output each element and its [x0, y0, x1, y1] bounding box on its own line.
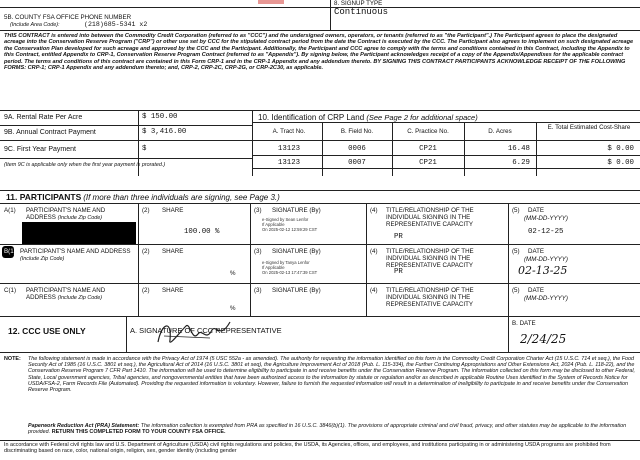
date-header: DATE	[528, 248, 545, 255]
pra-text: The information collection is exempted from PRA as specified in 16 U.S.C. 3846(b)(1). The provisions of appropriate criminal and civil fraud, privacy, and other statutes may be applicable to the information provided.	[28, 423, 627, 436]
row9b-rule	[0, 140, 252, 141]
rental-rate-label: 9A. Rental Rate Per Acre	[4, 114, 83, 121]
name-header	[26, 287, 136, 301]
field-no: 0006	[348, 145, 366, 153]
signature-header: SIGNATURE (By)	[272, 207, 321, 214]
field-no: 0007	[348, 159, 366, 167]
acres: 6.29	[512, 159, 530, 167]
contract-paragraph: THIS CONTRACT is entered into between the Commodity Credit Corporation (referred to as "CCC") and the undersigned owners, operators, or tenants (referred to as "the Participant".) The Participant agrees to place the designated acreage into the Conservation Reserve Program ("CRP") or other use set by CCC for the stipulated contract period from the date the Contract is executed by the CCC. The Participant also agrees to implement on such designated acreage the Conservation Plan developed for such acreage and approved by the CCC and the Participant. Additionally, the Participant and CCC agree to comply with the terms and conditions contained in this Contract, including the Appendix to this Contract, entitled Appendix to CRP-1, Conservation Reserve Program Contract (referred to as "Appendix"). By signing below, the Participant acknowledges receipt of a copy of the Appendix/Appendixes for the applicable contract period. The terms and conditions of this contract are contained in this Form CRP-1 and in the CRP-1 Appendix and any addendum thereto. BY SIGNING THIS CONTRACT PARTICIPANTS ACKNOWLEDGE RECEIPT OF THE FOLLOWING FORMS: CRP-1; CRP-1 Appendix and any addendum thereto; and, CRP-2, CRP-2C, CRP-2G, or CRP-2C30, as applicable.	[4, 33, 634, 72]
land-title-note: (See Page 2 for additional space)	[366, 113, 478, 122]
land-header-field: B. Field No.	[340, 128, 374, 135]
title-header: TITLE/RELATIONSHIP OF THE INDIVIDUAL SIGNING IN THE REPRESENTATIVE CAPACITY	[386, 248, 474, 270]
date-value: 02-12-25	[528, 228, 564, 236]
date-number: (5)	[512, 207, 520, 214]
title-value: PR	[394, 268, 403, 276]
participants-title-text: 11. PARTICIPANTS	[6, 192, 82, 202]
name-header	[26, 207, 136, 221]
participants-title	[6, 192, 280, 202]
land-row-rule	[252, 168, 640, 169]
name-header-note: (Include Zip Code)	[57, 215, 103, 222]
row-id: A(1)	[4, 207, 16, 214]
share-header: SHARE	[162, 248, 184, 255]
title-header: TITLE/RELATIONSHIP OF THE INDIVIDUAL SIGNING IN THE REPRESENTATIVE CAPACITY	[386, 287, 474, 309]
item5b-sub: (Include Area Code):	[10, 22, 60, 28]
land-row-rule	[252, 155, 640, 156]
signature-number: (3)	[254, 248, 262, 255]
esignature-stamp	[262, 217, 362, 232]
land-header-rule	[252, 140, 640, 141]
participants-title-note: (If more than three individuals are signing, see Page 3.)	[83, 193, 280, 202]
first-year-payment-label: 9C. First Year Payment	[4, 146, 76, 153]
row9a-rule	[0, 125, 252, 126]
ccc-signature-label: A. SIGNATURE OF CCC REPRESENTATIVE	[130, 326, 282, 335]
date-number: (5)	[512, 287, 520, 294]
name-header-text: PARTICIPANT'S NAME AND ADDRESS	[20, 248, 131, 255]
share-percent: %	[230, 305, 236, 312]
date-header: DATE	[528, 287, 545, 294]
acres: 16.48	[507, 145, 530, 153]
land-title	[258, 113, 478, 122]
share-header: SHARE	[162, 287, 184, 294]
annual-payment-value: $ 3,416.00	[142, 128, 187, 136]
section10-col-divider	[252, 110, 253, 176]
name-header-note: (Include Zip Code)	[57, 295, 103, 302]
signature-number: (3)	[254, 287, 262, 294]
tract-no: 13123	[277, 145, 301, 153]
date-value: 02-13-25	[518, 264, 568, 277]
land-header-tract: A. Tract No.	[272, 128, 306, 135]
civil-rights-rule	[0, 440, 640, 441]
item5b-label: 5B. COUNTY FSA OFFICE PHONE NUMBER	[4, 14, 132, 21]
land-title-text: 10. Identification of CRP Land	[258, 113, 365, 122]
title-value: PR	[394, 233, 403, 241]
participant-row-rule	[0, 244, 640, 245]
title-number: (4)	[370, 287, 378, 294]
ccc-signature-scribble	[150, 312, 240, 352]
title-number: (4)	[370, 248, 378, 255]
esig-date: On 2025-02-12 12:59:29 CST	[262, 227, 318, 232]
land-header-acres: D. Acres	[488, 128, 512, 135]
row9c-rule	[0, 158, 252, 159]
signup-type-value: Continuous	[334, 7, 389, 17]
share-number: (2)	[142, 207, 150, 214]
header-divider	[330, 0, 331, 30]
name-header-text: PARTICIPANT'S NAME AND ADDRESS	[26, 207, 106, 222]
name-header-note: (Include Zip Code)	[20, 256, 65, 263]
signature-header: SIGNATURE (By)	[272, 287, 321, 294]
phone-number-value: (218)685-5341 x2	[84, 21, 148, 28]
name-header-text: PARTICIPANT'S NAME AND ADDRESS	[26, 287, 106, 302]
contract-top-rule	[0, 30, 640, 31]
ccc-date-label: B. DATE	[512, 320, 536, 327]
title-header: TITLE/RELATIONSHIP OF THE INDIVIDUAL SIGNING IN THE REPRESENTATIVE CAPACITY	[386, 207, 474, 229]
date-format: (MM-DD-YYYY)	[524, 215, 568, 222]
date-number: (5)	[512, 248, 520, 255]
esig-by: e-Signed by Sean Lenfor	[262, 217, 309, 222]
note-label: NOTE:	[4, 356, 21, 362]
header-top-rule	[0, 7, 640, 8]
land-header-costshare: E. Total Estimated Cost-Share	[547, 124, 631, 131]
esig-date: On 2025-02-13 17:47:39 CST	[262, 270, 318, 275]
ccc-col-divider	[126, 316, 127, 352]
tract-no: 13123	[277, 159, 301, 167]
redacted-name-block	[22, 222, 136, 244]
cost-share: $ 0.00	[607, 145, 634, 153]
esignature-stamp	[262, 260, 362, 275]
rental-rate-value: $ 150.00	[142, 113, 178, 121]
share-header: SHARE	[162, 207, 184, 214]
ccc-col-divider	[508, 316, 509, 352]
practice-no: CP21	[419, 145, 437, 153]
section11-top-rule	[0, 190, 640, 191]
privacy-note: The following statement is made in accordance with the Privacy Act of 1974 (5 USC 552a - as amended). The authority for requesting the information identified on this form is the Commodity Credit Corporation Charter Act (15 U.S.C. 714 et seq.), the Food Security Act of 1985 (16 U.S.C. 3801 et seq.), the Agricultural Act of 2014 (16 U.S.C. 3801 et seq), the Agriculture Improvement Act of 2018 (Pub. L. 115-334), the Further Continuing Appropriations and Other Extensions Act, 2024 (Pub. L. 118-22), and the Conservation Reserve Program 7 CFR Part 1410. The information will be used to determine eligibility to participate in and receive benefits under the Conservation Reserve Program. The information collected on this form may be disclosed to other Federal, State, Local government agencies, Tribal agencies, and nongovernmental entities that have been authorized access to the information by statute or regulation and/or as described in applicable Routine Uses identified in the System of Records Notice for USDA/FSA-2, Farm Records File (Automated). Providing the requested information is voluntary. However, failure to furnish the requested information will result in a determination of ineligibility to participate in and receive benefits under the Conservation Reserve Program.	[28, 356, 636, 394]
row-id: C(1)	[4, 287, 17, 294]
land-header-practice: C. Practice No.	[407, 128, 449, 135]
signature-number: (3)	[254, 207, 262, 214]
cost-share: $ 0.00	[607, 159, 634, 167]
participants-col-divider	[250, 203, 251, 316]
item8-label: 8. SIGNUP TYPE	[334, 0, 383, 7]
land-title-rule	[252, 122, 640, 123]
participant-row-rule	[0, 283, 640, 284]
share-percent: %	[230, 270, 236, 277]
pra-return: RETURN THIS COMPLETED FORM TO YOUR COUNTY FSA OFFICE.	[51, 429, 226, 436]
first-year-note: (Item 9C is applicable only when the first year payment is prorated.)	[4, 162, 166, 168]
share-value: 100.00 %	[184, 228, 220, 236]
share-number: (2)	[142, 287, 150, 294]
date-header: DATE	[528, 207, 545, 214]
first-year-payment-value: $	[142, 145, 147, 153]
name-header	[20, 248, 136, 262]
pra-label: Paperwork Reduction Act (PRA) Statement:	[28, 423, 140, 429]
ccc-title: 12. CCC USE ONLY	[8, 326, 86, 336]
red-form-title-fragment	[258, 0, 284, 4]
section12-bottom-rule	[0, 352, 640, 353]
participants-col-divider	[366, 203, 367, 316]
participants-header-rule	[0, 203, 640, 204]
esig-by: e-Signed by Tanya Lenfor	[262, 260, 310, 265]
esig-applicable: If Applicable	[262, 265, 285, 270]
ccc-date-value: 2/24/25	[520, 332, 567, 346]
section11-bottom-rule	[0, 316, 640, 317]
civil-rights-statement: In accordance with Federal civil rights law and U.S. Department of Agriculture (USDA) civil rights regulations and policies, the USDA, its Agencies, offices, and employees, and institutions participating in or administering USDA programs are prohibited from discriminating based on race, color, national origin, religion, sex, gender identity (including gender	[4, 442, 611, 455]
row-id: B(1)	[4, 248, 16, 255]
pra-statement	[28, 423, 636, 435]
section9-top-rule	[0, 110, 640, 111]
participants-col-divider	[138, 203, 139, 316]
practice-no: CP21	[419, 159, 437, 167]
annual-payment-label: 9B. Annual Contract Payment	[4, 129, 96, 136]
esig-applicable: If Applicable	[262, 222, 285, 227]
title-number: (4)	[370, 207, 378, 214]
participants-col-divider	[508, 203, 509, 316]
share-number: (2)	[142, 248, 150, 255]
date-format: (MM-DD-YYYY)	[524, 295, 568, 302]
signature-header: SIGNATURE (By)	[272, 248, 321, 255]
date-format: (MM-DD-YYYY)	[524, 256, 568, 263]
